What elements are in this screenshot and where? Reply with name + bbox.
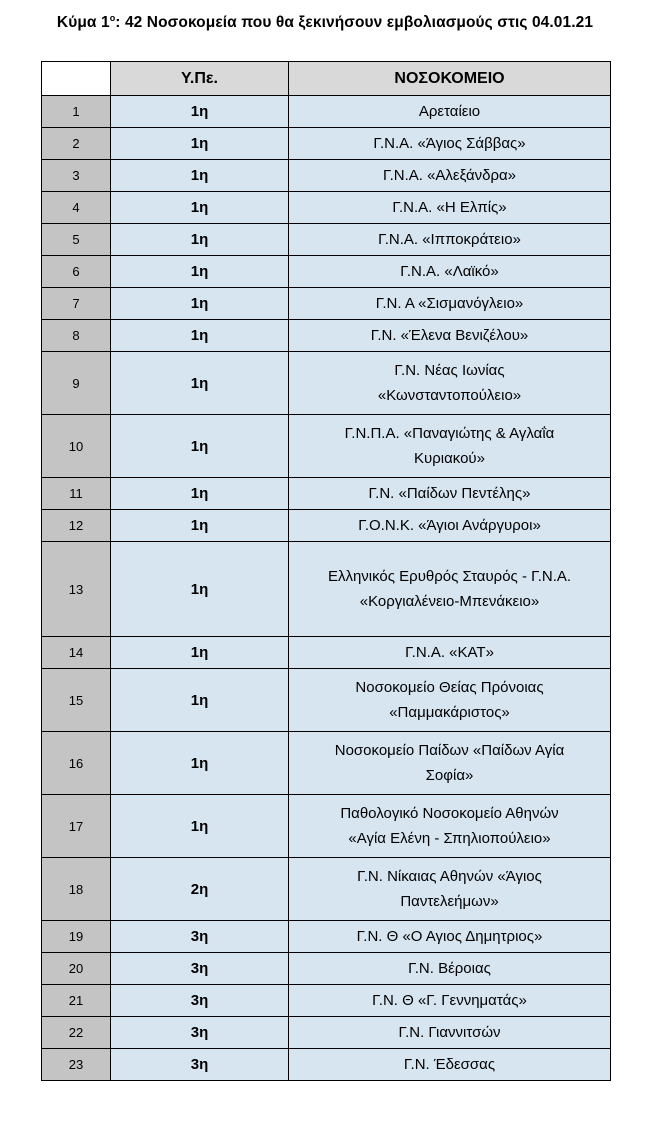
row-hospital: Γ.Ν. «Έλενα Βενιζέλου» <box>289 320 611 352</box>
row-hospital: Γ.Ν.Α. «Λαϊκό» <box>289 256 611 288</box>
table-header-row <box>42 62 611 96</box>
table-row <box>42 953 611 985</box>
table-row <box>42 637 611 669</box>
row-number: 22 <box>42 1017 111 1049</box>
row-ype: 1η <box>111 128 289 160</box>
hospitals-table <box>41 61 611 1081</box>
table-row <box>42 510 611 542</box>
row-ype: 3η <box>111 1049 289 1081</box>
row-hospital: Γ.Ν. Α «Σισμανόγλειο» <box>289 288 611 320</box>
table-row <box>42 478 611 510</box>
table-row <box>42 415 611 478</box>
row-number: 16 <box>42 732 111 795</box>
header-hospital: ΝΟΣΟΚΟΜΕΙΟ <box>289 62 611 96</box>
row-hospital: Αρεταίειο <box>289 96 611 128</box>
row-number: 4 <box>42 192 111 224</box>
table-row <box>42 192 611 224</box>
row-number: 21 <box>42 985 111 1017</box>
row-ype: 1η <box>111 510 289 542</box>
row-hospital <box>289 732 611 795</box>
hospital-line-2: «Κωνσταντοπούλειο» <box>377 387 522 404</box>
row-number: 9 <box>42 352 111 415</box>
title-suffix: : 42 Νοσοκομεία που θα ξεκινήσουν εμβολιασμούς στις 04.01.21 <box>115 14 594 31</box>
table-row <box>42 921 611 953</box>
row-hospital <box>289 795 611 858</box>
row-number: 17 <box>42 795 111 858</box>
row-number: 11 <box>42 478 111 510</box>
row-number: 23 <box>42 1049 111 1081</box>
header-number <box>42 62 111 96</box>
row-hospital: Γ.Ν. «Παίδων Πεντέλης» <box>289 478 611 510</box>
hospital-line-1: Νοσοκομείο Θείας Πρόνοιας <box>355 679 544 696</box>
row-ype: 3η <box>111 921 289 953</box>
row-hospital <box>289 542 611 637</box>
row-hospital: Γ.Ν. Θ «Γ. Γεννηματάς» <box>289 985 611 1017</box>
hospital-line-2: «Παμμακάριστος» <box>389 704 510 721</box>
hospital-line-2: Σοφία» <box>425 767 474 784</box>
table-row <box>42 352 611 415</box>
table-row <box>42 160 611 192</box>
row-ype: 1η <box>111 542 289 637</box>
table-row <box>42 795 611 858</box>
row-number: 2 <box>42 128 111 160</box>
row-ype: 1η <box>111 320 289 352</box>
row-hospital: Γ.Ν.Α. «Η Ελπίς» <box>289 192 611 224</box>
row-ype: 1η <box>111 256 289 288</box>
row-ype: 1η <box>111 478 289 510</box>
row-hospital: Γ.Ν. Γιαννιτσών <box>289 1017 611 1049</box>
row-hospital <box>289 352 611 415</box>
table-row <box>42 288 611 320</box>
table-row <box>42 96 611 128</box>
table-row <box>42 858 611 921</box>
row-ype: 1η <box>111 415 289 478</box>
hospital-line-2: «Αγία Ελένη - Σπηλιοπούλειο» <box>348 830 551 847</box>
row-ype: 1η <box>111 637 289 669</box>
table-row <box>42 1049 611 1081</box>
row-hospital <box>289 415 611 478</box>
row-hospital: Γ.Ν. Θ «Ο Αγιος Δημητριος» <box>289 921 611 953</box>
row-number: 8 <box>42 320 111 352</box>
row-hospital: Γ.Ν.Α. «Άγιος Σάββας» <box>289 128 611 160</box>
page-title <box>0 13 650 32</box>
row-ype: 1η <box>111 160 289 192</box>
row-number: 7 <box>42 288 111 320</box>
row-ype: 3η <box>111 985 289 1017</box>
row-ype: 1η <box>111 669 289 732</box>
hospital-line-1: Γ.Ν. Νίκαιας Αθηνών «Άγιος <box>357 868 542 885</box>
hospital-line-1: Ελληνικός Ερυθρός Σταυρός - Γ.Ν.Α. <box>327 568 572 585</box>
row-hospital <box>289 669 611 732</box>
title-prefix: Κύμα 1 <box>56 14 110 31</box>
row-number: 15 <box>42 669 111 732</box>
hospital-line-1: Γ.Ν. Νέας Ιωνίας <box>394 362 505 379</box>
row-ype: 3η <box>111 953 289 985</box>
table-row <box>42 256 611 288</box>
row-hospital: Γ.Ν.Α. «Αλεξάνδρα» <box>289 160 611 192</box>
row-ype: 1η <box>111 795 289 858</box>
row-ype: 1η <box>111 192 289 224</box>
hospital-line-1: Νοσοκομείο Παίδων «Παίδων Αγία <box>334 742 565 759</box>
row-number: 19 <box>42 921 111 953</box>
table-row <box>42 669 611 732</box>
table-row <box>42 224 611 256</box>
hospital-line-2: «Κοργιαλένειο-Μπενάκειο» <box>359 593 540 610</box>
hospital-line-2: Παντελεήμων» <box>400 893 499 910</box>
table-row <box>42 542 611 637</box>
table-row <box>42 1017 611 1049</box>
row-number: 18 <box>42 858 111 921</box>
row-number: 6 <box>42 256 111 288</box>
row-ype: 1η <box>111 288 289 320</box>
table-row <box>42 985 611 1017</box>
table-row <box>42 320 611 352</box>
row-number: 3 <box>42 160 111 192</box>
table-row <box>42 732 611 795</box>
row-hospital: Γ.Ο.Ν.Κ. «Άγιοι Ανάργυροι» <box>289 510 611 542</box>
hospital-line-1: Παθολογικό Νοσοκομείο Αθηνών <box>340 805 559 822</box>
header-ype: Υ.Πε. <box>111 62 289 96</box>
row-number: 10 <box>42 415 111 478</box>
row-number: 5 <box>42 224 111 256</box>
row-hospital <box>289 858 611 921</box>
row-ype: 2η <box>111 858 289 921</box>
row-number: 14 <box>42 637 111 669</box>
row-number: 12 <box>42 510 111 542</box>
hospital-line-1: Γ.Ν.Π.Α. «Παναγιώτης & Αγλαΐα <box>344 425 555 442</box>
row-hospital: Γ.Ν.Α. «ΚΑΤ» <box>289 637 611 669</box>
row-ype: 1η <box>111 96 289 128</box>
title-superscript: ο <box>109 13 116 23</box>
row-ype: 3η <box>111 1017 289 1049</box>
row-number: 1 <box>42 96 111 128</box>
row-hospital: Γ.Ν.Α. «Ιπποκράτειο» <box>289 224 611 256</box>
row-ype: 1η <box>111 352 289 415</box>
row-hospital: Γ.Ν. Έδεσσας <box>289 1049 611 1081</box>
hospital-line-2: Κυριακού» <box>414 450 485 467</box>
row-ype: 1η <box>111 732 289 795</box>
table-row <box>42 128 611 160</box>
row-number: 13 <box>42 542 111 637</box>
row-hospital: Γ.Ν. Βέροιας <box>289 953 611 985</box>
row-ype: 1η <box>111 224 289 256</box>
row-number: 20 <box>42 953 111 985</box>
